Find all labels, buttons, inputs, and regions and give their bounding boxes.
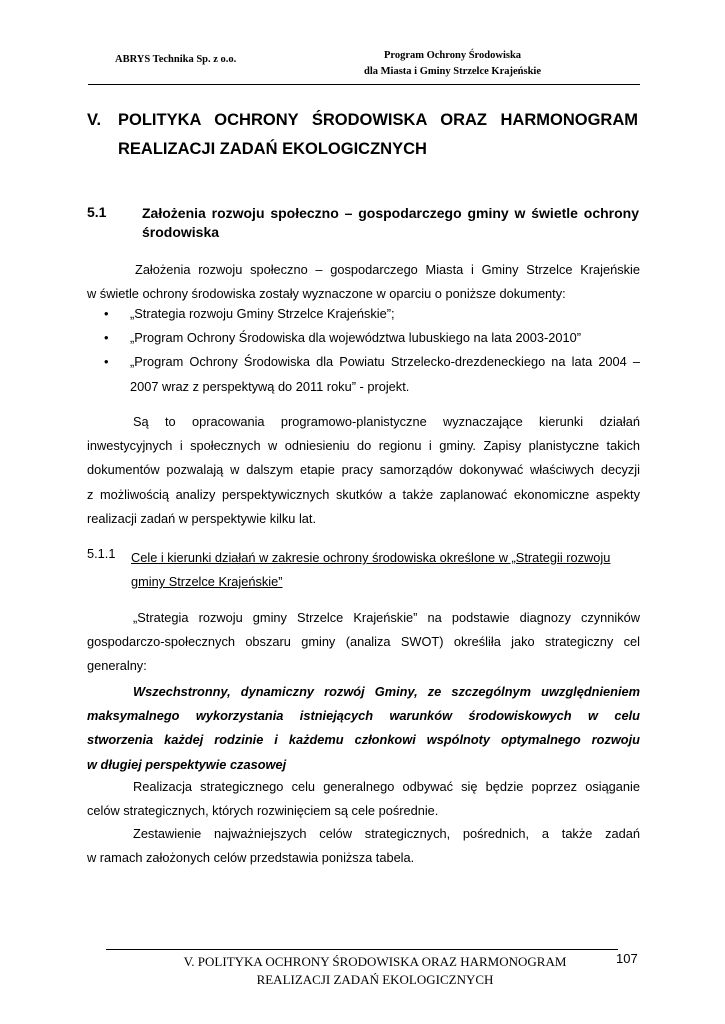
list-item (104, 302, 640, 326)
paragraph-line: dokumentów pozwalają w dalszym etapie pracy samorządów dokonywać właściwych decyzji (87, 462, 640, 478)
chapter-title-line2: REALIZACJI ZADAŃ EKOLOGICZNYCH (118, 140, 427, 158)
list-item-text: „Strategia rozwoju Gminy Strzelce Krajeńskie”; (130, 306, 395, 321)
goal-line: Wszechstronny, dynamiczny rozwój Gminy, ze szczególnym uwzględnieniem (133, 684, 640, 699)
strategic-goal (87, 680, 640, 777)
paragraph-line: realizacji zadań w perspektywie kilku lat. (87, 510, 317, 526)
paragraph-strategy (87, 606, 640, 679)
list-item (104, 326, 640, 350)
section-number: 5.1 (87, 204, 107, 220)
list-item (104, 350, 640, 398)
paragraph-line: Zestawienie najważniejszych celów strategicznych, pośrednich, a także zadań (133, 826, 640, 841)
section-title: Założenia rozwoju społeczno – gospodarczego gminy w świetle ochrony środowiska (142, 205, 639, 240)
page-number: 107 (616, 951, 638, 966)
footer-line2: REALIZACJI ZADAŃ EKOLOGICZNYCH (256, 972, 494, 987)
paragraph-line: Realizacja strategicznego celu generalnego odbywać się będzie poprzez osiąganie (133, 779, 640, 794)
paragraph-realization (87, 775, 640, 823)
header-program-line1: Program Ochrony Środowiska (383, 50, 522, 61)
bullet-icon: • (104, 354, 109, 370)
list-item-text: „Program Ochrony Środowiska dla Powiatu Strzelecko-drezdeneckiego na lata 2004 – 2007 wraz z perspektywą do 2011 roku” - projekt. (130, 354, 640, 394)
paragraph-line: Są to opracowania programowo-planistyczne wyznaczające kierunki działań (133, 414, 640, 429)
goal-line: maksymalnego wykorzystania istniejących warunków środowiskowych w celu (87, 708, 640, 724)
header-company: ABRYS Technika Sp. z o.o. (115, 54, 237, 65)
subsection-title-text: Cele i kierunki działań w zakresie ochrony środowiska określone w „Strategii rozwoju gminy Strzelce Krajeńskie” (131, 550, 611, 590)
list-item-text: „Program Ochrony Środowiska dla województwa lubuskiego na lata 2003-2010” (130, 330, 581, 346)
intro-line: Założenia rozwoju społeczno – gospodarczego Miasta i Gminy Strzelce Krajeńskie (135, 262, 640, 277)
bullet-icon: • (104, 330, 109, 346)
footer-title (160, 953, 590, 989)
paragraph-line: z możliwością analizy perspektywicznych skutków a także zaplanować ekonomiczne aspekty (87, 486, 640, 502)
intro-paragraph (87, 258, 640, 306)
paragraph-line: „Strategia rozwoju gminy Strzelce Krajeńskie” na podstawie diagnozy czynników (133, 610, 640, 625)
header-program (330, 48, 575, 80)
header-program-line2: dla Miasta i Gminy Strzelce Krajeńskie (363, 66, 541, 77)
paragraph-planning-documents (87, 410, 640, 531)
subsection-number: 5.1.1 (87, 546, 116, 561)
chapter-number: V. (87, 111, 102, 129)
footer-line1: V. POLITYKA OCHRONY ŚRODOWISKA ORAZ HARMONOGRAM (183, 954, 567, 969)
goal-line: stworzenia każdej rodzinie i każdemu członkowi wspólnoty optymalnego rozwoju (87, 732, 640, 748)
paragraph-line: w ramach założonych celów przedstawia poniższa tabela. (87, 850, 415, 866)
paragraph-line: gospodarczo-społecznych obszaru gminy (analiza SWOT) określiła jako strategiczny cel (87, 634, 640, 650)
paragraph-summary (87, 822, 640, 870)
intro-line: w świetle ochrony środowiska zostały wyznaczone w oparciu o poniższe dokumenty: (87, 286, 566, 302)
documents-list (104, 302, 640, 399)
footer-rule (106, 949, 618, 950)
paragraph-line: generalny: (87, 658, 147, 674)
paragraph-line: celów strategicznych, których rozwinięciem są cele pośrednie. (87, 803, 439, 819)
paragraph-line: inwestycyjnych i społecznych w odniesieniu do regionu i gminy. Zapisy planistyczne takich (87, 438, 640, 454)
bullet-icon: • (104, 306, 109, 321)
subsection-title (131, 546, 640, 594)
goal-line: w długiej perspektywie czasowej (87, 756, 287, 772)
header-rule (88, 84, 640, 85)
chapter-title-line1: POLITYKA OCHRONY ŚRODOWISKA ORAZ HARMONOGRAM (118, 111, 638, 129)
